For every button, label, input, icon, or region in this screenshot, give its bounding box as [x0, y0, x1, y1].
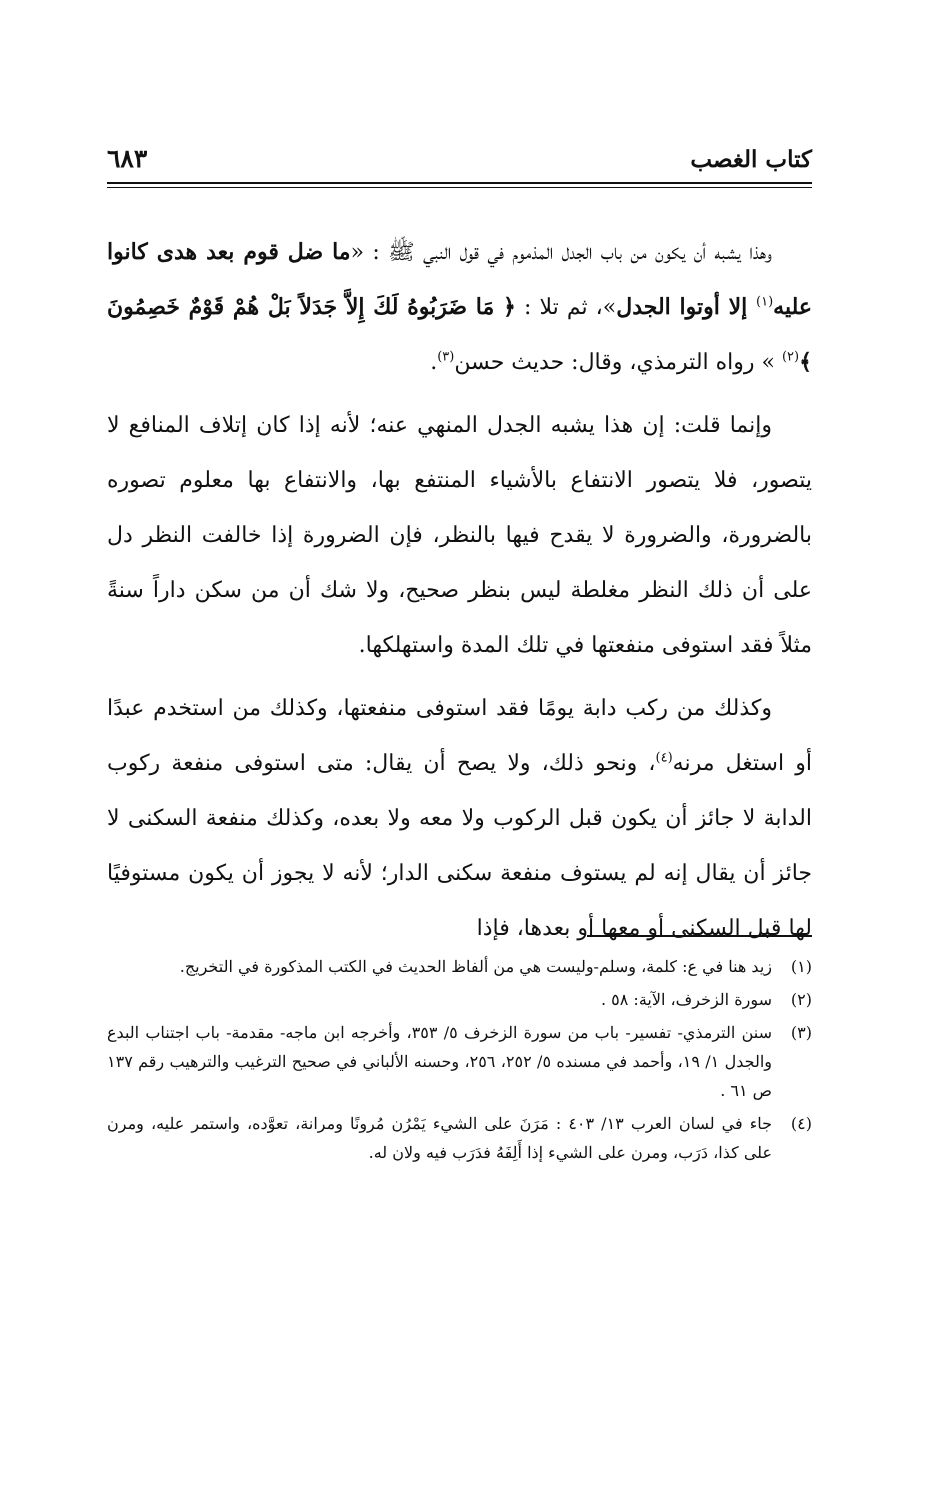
footnote-ref-3: (٣) [437, 349, 455, 365]
main-text [107, 225, 812, 964]
footnote-separator [587, 935, 812, 937]
p1-end: » رواه الترمذي، وقال: حديث حسن [454, 350, 782, 375]
footnote-number: (٣) [790, 1023, 812, 1042]
header-rule-thin [107, 187, 812, 188]
running-header [107, 140, 812, 180]
footnote-number: (٤) [790, 1114, 812, 1133]
footnote-text: سورة الزخرف، الآية: ٥٨ . [600, 990, 772, 1009]
p1-dot: . [430, 350, 438, 375]
footnote-4 [107, 1109, 812, 1167]
p3-part-a: وكذلك من ركب دابة يومًا فقد استوفى منفعتها، وكذلك من استخدم عبدًا أو استغل مرنه [107, 696, 812, 776]
footnote-ref-4: (٤) [655, 750, 673, 766]
footnote-ref-2: (٢) [781, 349, 800, 365]
footnote-3 [107, 1018, 812, 1105]
paragraph-2: وإنما قلت: إن هذا يشبه الجدل المنهي عنه؛ لأنه إذا كان إتلاف المنافع لا يتصور، فلا يتصور الانتفاع بالأشياء المنتفع بها، والانتفاع بها معلوم تصوره بالضرورة، والضرورة لا يقدح فيها بالنظر، فإن الضرورة إذا خالفت النظر دل على أن ذلك النظر مغلطة ليس بنظر صحيح، ولا شك أن من سكن داراً سنةً مثلاً فقد استوفى منفعتها في تلك المدة واستهلكها. [107, 413, 812, 658]
hadith-text-2: إلا أوتوا الجدل [616, 294, 757, 320]
paragraph-3 [107, 681, 812, 956]
paragraph-1 [107, 225, 812, 390]
p3-part-b: ، ونحو ذلك، ولا يصح أن يقال: متى استوفى منفعة ركوب الدابة لا جائز أن يكون قبل الركوب ولا معه ولا بعده، وكذلك منفعة السكنى لا جائز أن يقال إنه لم يستوف منفعة سكنى الدار؛ لأنه لا يجوز أن يكون مستوفيًا لها قبل السكنى أو معها أو بعدها، فإذا [107, 751, 812, 941]
footnote-number: (٢) [790, 990, 812, 1009]
footnote-ref-1: (١) [756, 294, 774, 310]
p1-intro: وهذا يشبه أن يكون من باب الجدل المذموم في قول النبي ﷺ : « [350, 240, 773, 265]
footnote-text: زيد هنا في ع: كلمة، وسلم-وليست هي من ألفاظ الحديث في الكتب المذكورة في التخريج. [179, 957, 772, 976]
footnote-2 [107, 985, 812, 1014]
footnote-text: سنن الترمذي- تفسير- باب من سورة الزخرف ٥/ ٣٥٣، وأخرجه ابن ماجه- مقدمة- باب اجتناب البدع والجدل ١/ ١٩، وأحمد في مسنده ٥/ ٢٥٢، ٢٥٦، وحسنه الألباني في صحيح الترغيب والترهيب رقم ١٣٧ ص ٦١ . [107, 1023, 773, 1100]
page-number: ٦٨٣ [107, 144, 148, 173]
footnote-1 [107, 952, 812, 981]
quran-verse: ﴿ مَا ضَرَبُوهُ لَكَ إِلاَّ جَدَلاً بَلْ هُمْ قَوْمٌ خَصِمُونَ ﴾ [107, 294, 812, 375]
chapter-title: كتاب الغصب [690, 146, 812, 173]
footnote-number: (١) [790, 957, 812, 976]
header-rule [107, 182, 812, 184]
footnote-text: جاء في لسان العرب ١٣/ ٤٠٣ : مَرَنَ على الشيء يَمْرُن مُرونًا ومرانة، تعوَّده، واستمر عليه، ومرن على كذا، دَرَب، ومرن على الشيء إذا أَلِفَهُ فدَرَب فيه ولان له. [107, 1114, 772, 1162]
hadith-text: ما ضل قوم بعد هدى كانوا عليه [107, 239, 812, 320]
p1-mid: »، ثم تلا : [515, 295, 617, 320]
footnotes [107, 952, 812, 1171]
